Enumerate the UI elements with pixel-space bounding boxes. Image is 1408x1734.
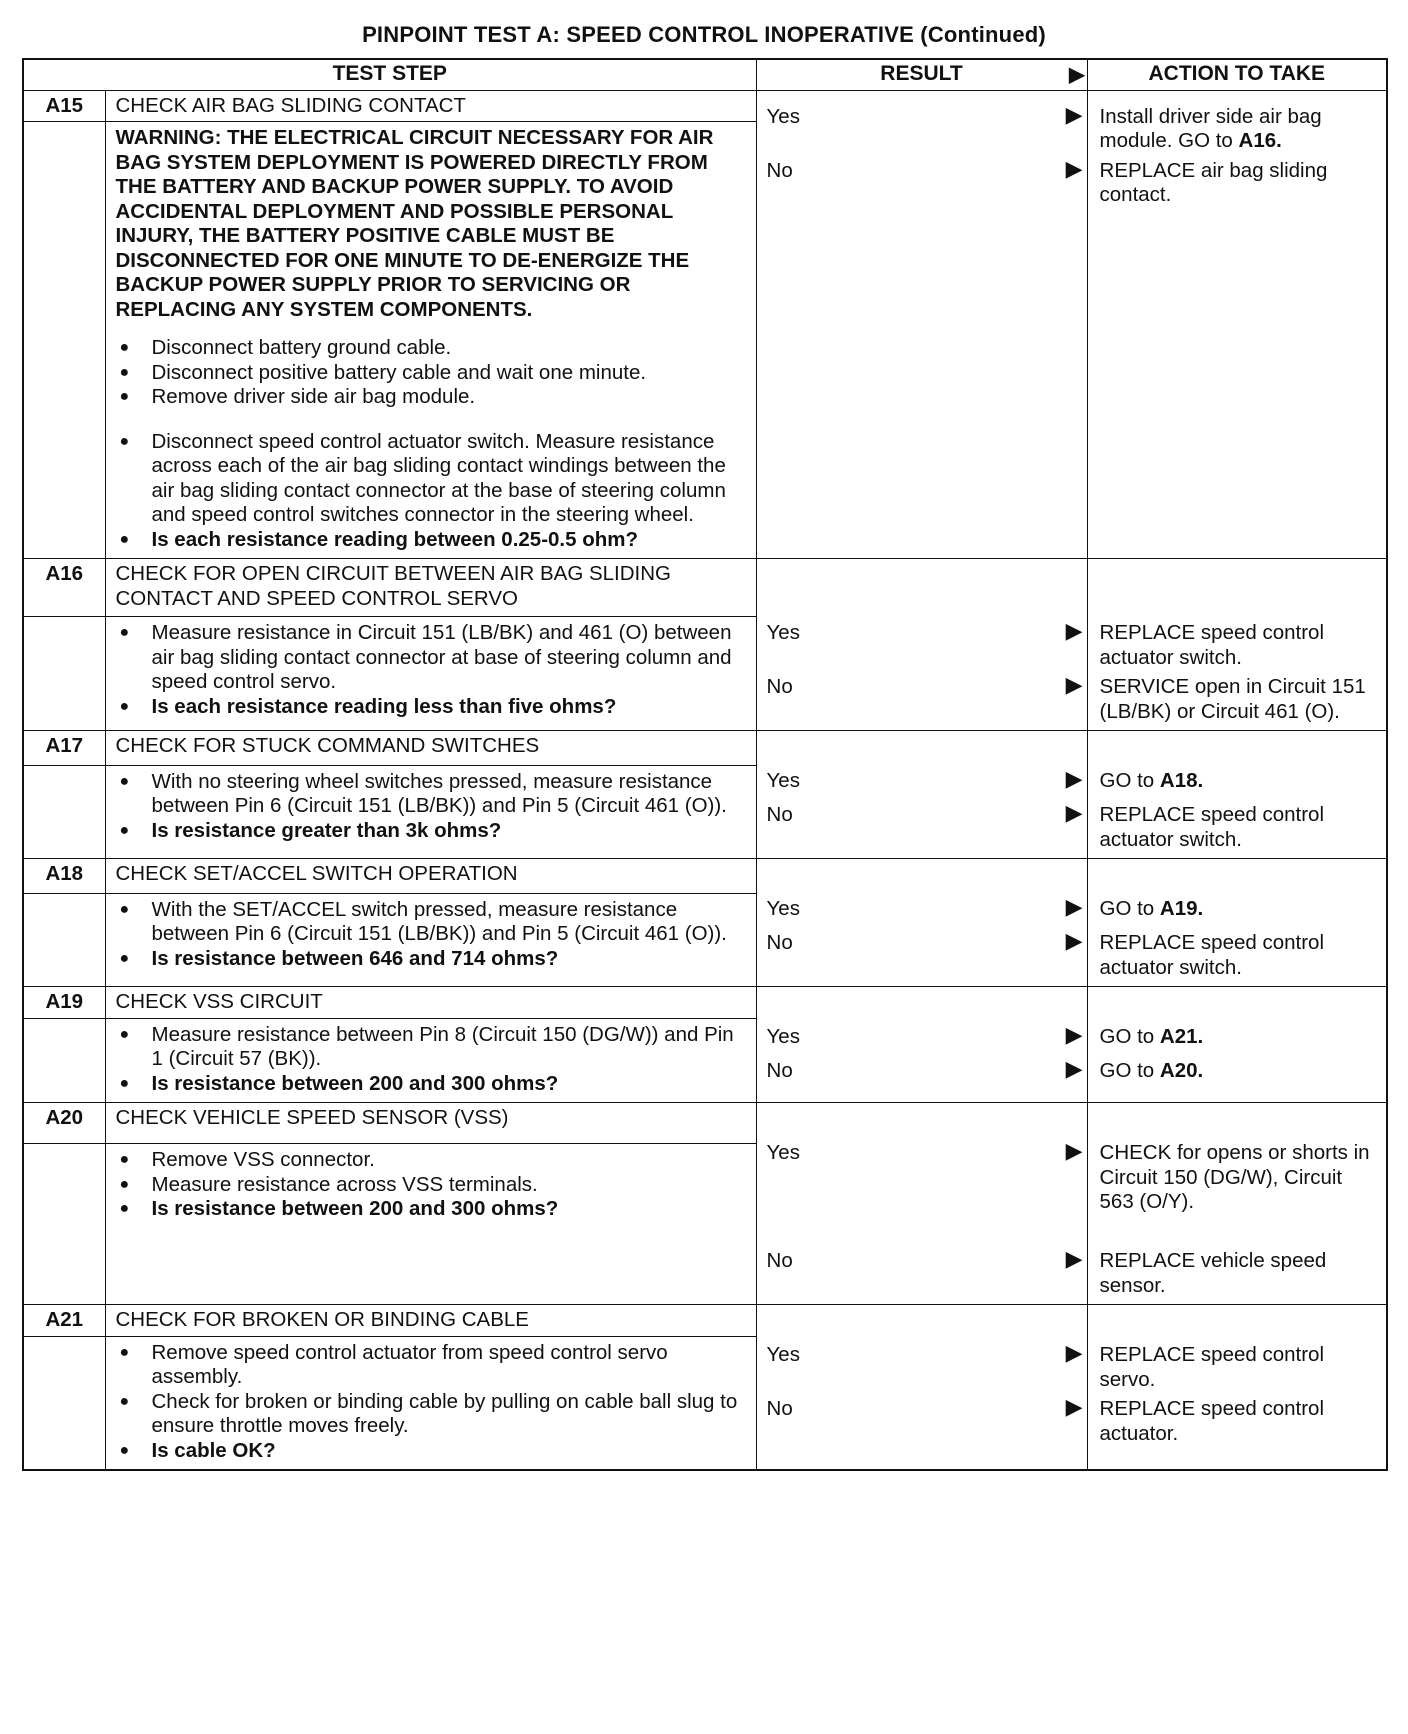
- step-title: CHECK FOR STUCK COMMAND SWITCHES: [105, 731, 756, 766]
- list-item: ● With the SET/ACCEL switch pressed, measure resistance between Pin 6 (Circuit 151 (LB/BK)) and Pin 5 (Circuit 461 (O)).: [116, 898, 746, 947]
- yes-action: [1100, 1025, 1377, 1059]
- yes-result: Yes: [766, 1343, 800, 1366]
- yes-action: CHECK for opens or shorts in Circuit 150 (DG/W), Circuit 563 (O/Y).: [1099, 1141, 1370, 1213]
- list-item: ● Disconnect battery ground cable.: [116, 336, 746, 361]
- action-cell: [1087, 1305, 1387, 1471]
- list-item: ● Remove speed control actuator from speed control servo assembly.: [116, 1341, 746, 1390]
- step-title: CHECK VSS CIRCUIT: [105, 987, 756, 1019]
- action-header: ACTION TO TAKE: [1087, 59, 1387, 90]
- action-cell: [1087, 559, 1387, 731]
- yes-result: Yes: [766, 621, 800, 644]
- step-id: A19: [23, 987, 105, 1019]
- yes-action-text: GO to: [1099, 897, 1160, 920]
- test-step-header: TEST STEP: [23, 59, 756, 90]
- step-id: A21: [23, 1305, 105, 1337]
- result-cell: [756, 987, 1087, 1103]
- yes-action-ref: A19.: [1159, 897, 1204, 920]
- yes-action: REPLACE speed control servo.: [1099, 1343, 1324, 1391]
- result-header-label: RESULT: [880, 62, 963, 85]
- yes-result: Yes: [766, 104, 800, 128]
- yes-action-text: GO to: [1099, 769, 1160, 792]
- step-title-row: [23, 731, 1387, 766]
- arrow-right-icon: ▶: [1065, 1246, 1083, 1271]
- step-bullets: [116, 770, 746, 844]
- list-item-question: ● Is resistance between 646 and 714 ohms?: [116, 947, 746, 972]
- result-cell: [756, 559, 1087, 731]
- step-title: CHECK VEHICLE SPEED SENSOR (VSS): [105, 1103, 756, 1144]
- step-body: [105, 1336, 756, 1470]
- list-item: ● Measure resistance in Circuit 151 (LB/BK) and 461 (O) between air bag sliding contact connector at base of steering column and speed control servo.: [116, 621, 746, 695]
- yes-action-ref: A16.: [1238, 129, 1282, 152]
- list-item-question: ● Is each resistance reading less than five ohms?: [116, 695, 746, 720]
- step-title-row: [23, 987, 1387, 1019]
- step-id: A17: [23, 731, 105, 766]
- no-action: REPLACE speed control actuator switch.: [1099, 803, 1324, 851]
- arrow-right-icon: ▶: [1065, 928, 1083, 953]
- result-cell: [756, 90, 1087, 559]
- no-result: No: [766, 1059, 793, 1082]
- no-result: No: [766, 1249, 793, 1272]
- no-action: REPLACE vehicle speed sensor.: [1099, 1249, 1327, 1297]
- step-id: A16: [23, 559, 105, 617]
- arrow-right-icon: ▶: [1065, 1340, 1083, 1365]
- step-body: [105, 617, 756, 731]
- step-bullets: [116, 621, 746, 719]
- header-row: [23, 59, 1387, 90]
- yes-result: Yes: [766, 1141, 800, 1164]
- arrow-right-icon: ▶: [1065, 1056, 1083, 1081]
- list-item: ● With no steering wheel switches pressed, measure resistance between Pin 6 (Circuit 151 (LB/BK)) and Pin 5 (Circuit 461 (O)).: [116, 770, 746, 819]
- no-result: No: [766, 1397, 793, 1420]
- yes-result: Yes: [766, 769, 800, 792]
- list-item-question: ● Is resistance between 200 and 300 ohms?: [116, 1197, 746, 1222]
- yes-action: [1100, 897, 1377, 931]
- list-item-question: ● Is each resistance reading between 0.25-0.5 ohm?: [116, 528, 746, 553]
- step-body: [105, 1144, 756, 1305]
- no-result: No: [766, 803, 793, 826]
- no-action-ref: A20.: [1159, 1059, 1204, 1082]
- arrow-right-icon: ▶: [1065, 800, 1083, 825]
- no-action: REPLACE speed control actuator.: [1099, 1397, 1324, 1445]
- result-cell: [756, 859, 1087, 987]
- result-cell: [756, 1103, 1087, 1305]
- list-item-question: ● Is resistance greater than 3k ohms?: [116, 819, 746, 844]
- step-title: CHECK AIR BAG SLIDING CONTACT: [105, 90, 756, 122]
- no-result: No: [766, 675, 793, 698]
- arrow-right-icon: ▶: [1065, 672, 1083, 697]
- step-body: [105, 122, 756, 559]
- no-result: No: [766, 158, 793, 182]
- yes-action: [1100, 105, 1377, 159]
- action-cell: [1087, 731, 1387, 859]
- arrow-right-icon: ▶: [1065, 1138, 1083, 1163]
- step-title-row: [23, 1305, 1387, 1337]
- no-action: REPLACE air bag sliding contact.: [1099, 158, 1328, 206]
- step-id: A15: [23, 90, 105, 122]
- action-cell: [1087, 1103, 1387, 1305]
- step-bullets: [116, 1023, 746, 1097]
- arrow-right-icon: ▶: [1065, 1394, 1083, 1419]
- no-result: No: [766, 931, 793, 954]
- step-bullets: [116, 336, 746, 552]
- list-item: ● Disconnect speed control actuator switch. Measure resistance across each of the air bag sliding contact windings between the air bag sliding contact connector at the base of steering column and speed control switches connector in the steering wheel.: [116, 430, 746, 528]
- no-action-text: GO to: [1099, 1059, 1160, 1082]
- step-title-row: [23, 1103, 1387, 1144]
- yes-action-ref: A21.: [1159, 1025, 1204, 1048]
- arrow-right-icon: ▶: [1065, 766, 1083, 791]
- yes-action-ref: A18.: [1159, 769, 1204, 792]
- step-title-row: [23, 859, 1387, 894]
- yes-action-text: GO to: [1099, 1025, 1160, 1048]
- step-body: [105, 1018, 756, 1103]
- list-item: ● Check for broken or binding cable by pulling on cable ball slug to ensure throttle moves freely.: [116, 1390, 746, 1439]
- step-body: [105, 765, 756, 858]
- no-action: SERVICE open in Circuit 151 (LB/BK) or Circuit 461 (O).: [1099, 675, 1366, 723]
- yes-action: REPLACE speed control actuator switch.: [1099, 621, 1324, 669]
- action-cell: [1087, 987, 1387, 1103]
- step-bullets: [116, 1148, 746, 1222]
- step-title: CHECK FOR OPEN CIRCUIT BETWEEN AIR BAG SLIDING CONTACT AND SPEED CONTROL SERVO: [105, 559, 756, 617]
- action-cell: [1087, 859, 1387, 987]
- pinpoint-test-table: [22, 58, 1388, 1471]
- no-action: REPLACE speed control actuator switch.: [1099, 931, 1324, 979]
- list-item-question: ● Is resistance between 200 and 300 ohms?: [116, 1072, 746, 1097]
- arrow-right-icon: ▶: [1065, 155, 1083, 181]
- yes-result: Yes: [766, 1025, 800, 1048]
- list-item: ● Disconnect positive battery cable and wait one minute.: [116, 361, 746, 386]
- arrow-right-icon: ▶: [1065, 618, 1083, 643]
- no-action: [1100, 1059, 1377, 1084]
- step-title-row: [23, 90, 1387, 122]
- step-body: [105, 893, 756, 986]
- action-cell: [1087, 90, 1387, 559]
- result-header: [756, 59, 1087, 90]
- step-title-row: [23, 559, 1387, 617]
- arrow-right-icon: ▶: [1065, 1022, 1083, 1047]
- arrow-right-icon: ▶: [1069, 64, 1085, 86]
- list-item: ● Remove VSS connector.: [116, 1148, 746, 1173]
- step-bullets: [116, 1341, 746, 1464]
- step-title: CHECK SET/ACCEL SWITCH OPERATION: [105, 859, 756, 894]
- list-item-question: ● Is cable OK?: [116, 1439, 746, 1464]
- arrow-right-icon: ▶: [1065, 101, 1083, 127]
- step-id: A18: [23, 859, 105, 894]
- warning-text: WARNING: THE ELECTRICAL CIRCUIT NECESSARY FOR AIR BAG SYSTEM DEPLOYMENT IS POWERED DIRECTLY FROM THE BATTERY AND BACKUP POWER SUPPLY. TO AVOID ACCIDENTAL DEPLOYMENT AND POSSIBLE PERSONAL INJURY, THE BATTERY POSITIVE CABLE MUST BE DISCONNECTED FOR ONE MINUTE TO DE-ENERGIZE THE BACKUP POWER SUPPLY PRIOR TO SERVICING OR REPLACING ANY SYSTEM COMPONENTS.: [115, 126, 714, 321]
- result-cell: [756, 1305, 1087, 1471]
- yes-action-text: Install driver side air bag module. GO to: [1099, 104, 1322, 152]
- list-item: ● Measure resistance across VSS terminals.: [116, 1173, 746, 1198]
- result-cell: [756, 731, 1087, 859]
- step-title: CHECK FOR BROKEN OR BINDING CABLE: [105, 1305, 756, 1337]
- yes-result: Yes: [766, 897, 800, 920]
- step-bullets: [116, 898, 746, 972]
- step-id: A20: [23, 1103, 105, 1144]
- list-item: ● Remove driver side air bag module.: [116, 385, 746, 410]
- list-item: ● Measure resistance between Pin 8 (Circuit 150 (DG/W)) and Pin 1 (Circuit 57 (BK)).: [116, 1023, 746, 1072]
- yes-action: [1100, 769, 1377, 803]
- page-title: PINPOINT TEST A: SPEED CONTROL INOPERATIVE (Continued): [362, 22, 1046, 47]
- arrow-right-icon: ▶: [1065, 894, 1083, 919]
